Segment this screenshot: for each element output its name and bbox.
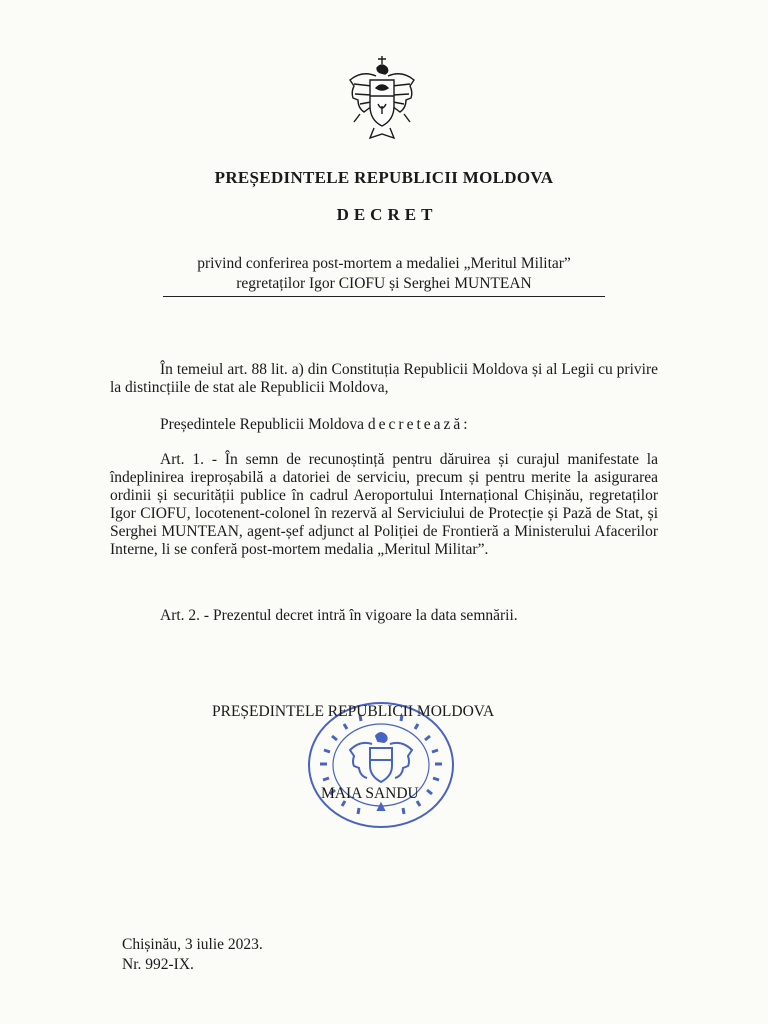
decree-intro-paragraph [110,416,658,434]
subject-underline [163,296,605,297]
preamble-text: În temeiul art. 88 lit. a) din Constituția Republicii Moldova și al Legii cu privire la distincțiile de stat ale Republicii Moldova, [110,361,658,396]
coat-of-arms-icon [346,54,418,146]
subject-line-2: regretaților Igor CIOFU și Serghei MUNTEAN [236,275,532,292]
place-and-date: Chișinău, 3 iulie 2023. [122,936,263,953]
article-1-text: Art. 1. - În semn de recunoștință pentru dăruirea și curajul manifestate la îndeplinirea ireproșabilă a datoriei de serviciu, precum și pentru merite la asigurarea ordinii și securității publice în cadrul Aeroportului Internațional Chișinău, regretaților Igor CIOFU, locotenent-colonel în rezervă al Serviciului de Protecție și Pază de Stat, și Serghei MUNTEAN, agent-șef adjunct al Poliției de Frontieră a Ministerului Afacerilor Interne, li se conferă post-mortem medalia „Meritul Militar”. [110,451,658,558]
decree-verb: decretează: [367,416,471,433]
decree-number: Nr. 992-IX. [122,956,194,973]
decree-intro-text: Președintele Republicii Moldova [160,416,365,433]
decree-intro-line [110,416,658,434]
article-1 [110,451,658,559]
decree-subject [160,254,608,294]
document-type: DECRET [336,205,438,224]
preamble-paragraph [110,361,658,397]
document-title: PREȘEDINTELE REPUBLICII MOLDOVA [214,168,554,187]
article-2 [110,607,658,625]
signatory-name: MAIA SANDU [321,785,419,802]
subject-line-1: privind conferirea post-mortem a medaliei „Meritul Militar” [197,255,571,272]
signatory-role: PREȘEDINTELE REPUBLICII MOLDOVA [212,703,495,720]
article-2-text: Art. 2. - Prezentul decret intră în vigoare la data semnării. [160,607,518,624]
